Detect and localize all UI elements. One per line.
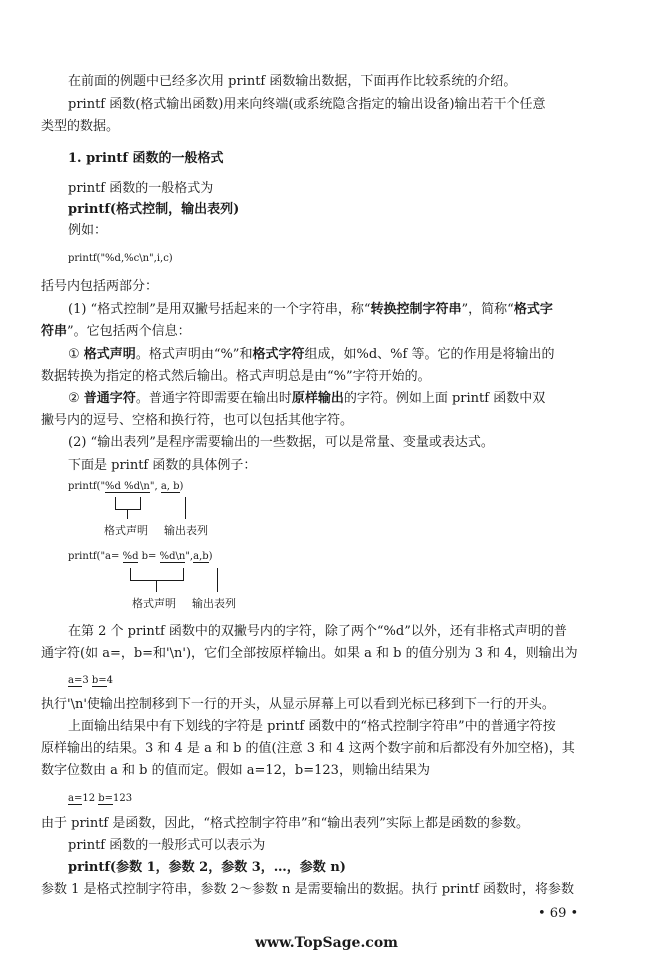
para-second-printf-2: 通字符(如 a=，b=和'\n')，它们全部按原样输出。如果 a 和 b 的值分别为 3 和 4，则输出为 <box>41 646 578 661</box>
diagram-2-code: printf("a= %d b= %d\n",a,b) <box>68 551 213 562</box>
diagram-2-stem-output <box>217 568 218 592</box>
format-syntax: printf(格式控制，输出表列) <box>68 202 240 217</box>
para-ordinary-chars-2: 撇号内的逗号、空格和换行符，也可以包括其他字符。 <box>41 413 354 428</box>
diagram-1-code: printf("%d %d\n", a, b) <box>68 481 184 492</box>
para-general-format: printf 函数的一般格式为 <box>68 181 214 196</box>
para-ordinary-chars-1: ② 普通字符。普通字符即需要在输出时原样输出的字符。例如上面 printf 函数中双 <box>68 391 546 406</box>
diagram-2-label-output: 输出表列 <box>192 597 236 610</box>
para-format-decl-2: 数据转换为指定的格式然后输出。格式声明总是由“%”字符开始的。 <box>41 369 431 384</box>
para-format-control-2: 符串”。它包括两个信息： <box>41 324 191 339</box>
para-param-desc: 参数 1 是格式控制字符串，参数 2～参数 n 是需要输出的数据。执行 printf 函数时，将参数 <box>41 882 574 897</box>
para-format-decl-1: ① 格式声明。格式声明由“%”和格式字符组成，如%d、%f 等。它的作用是将输出的 <box>68 347 555 362</box>
output-example-2: a=12 b=123 <box>68 793 133 804</box>
page-number: • 69 • <box>538 906 579 921</box>
example-label: 例如： <box>68 223 108 238</box>
output-example-1: a=3 b=4 <box>68 675 114 686</box>
section-heading: 1. printf 函数的一般格式 <box>68 151 224 166</box>
diagram-1-label-output: 输出表列 <box>164 524 208 537</box>
general-form-syntax: printf(参数 1，参数 2，参数 3，…，参数 n) <box>68 860 346 875</box>
footer-url: www.TopSage.com <box>255 935 398 951</box>
para-format-control-1: (1) “格式控制”是用双撇号括起来的一个字符串，称“转换控制字符串”，简称“格式字 <box>68 302 553 317</box>
para-underline-1: 上面输出结果中有下划线的字符是 printf 函数中的“格式控制字符串”中的普通字符按 <box>68 719 556 734</box>
diagram-1-label-format: 格式声明 <box>104 524 148 537</box>
diagram-2-label-format: 格式声明 <box>132 597 176 610</box>
para-output-list: (2) “输出表列”是程序需要输出的一些数据，可以是常量、变量或表达式。 <box>68 435 494 450</box>
para-two-parts: 括号内包括两部分： <box>41 279 159 294</box>
para-examples-intro: 下面是 printf 函数的具体例子： <box>68 458 257 473</box>
diagram-1-stem-format <box>127 509 128 519</box>
para-underline-3: 数字位数由 a 和 b 的值而定。假如 a=12，b=123，则输出结果为 <box>41 763 430 778</box>
para-printf-desc-1: printf 函数(格式输出函数)用来向终端(或系统隐含指定的输出设备)输出若干个任意 <box>68 97 546 112</box>
para-parameters: 由于 printf 是函数，因此，“格式控制字符串”和“输出表列”实际上都是函数的参数。 <box>41 816 529 831</box>
diagram-1-stem-output <box>185 497 186 519</box>
para-intro: 在前面的例题中已经多次用 printf 函数输出数据，下面再作比较系统的介绍。 <box>68 74 517 89</box>
para-printf-desc-2: 类型的数据。 <box>41 119 120 134</box>
para-underline-2: 原样输出的结果。3 和 4 是 a 和 b 的值(注意 3 和 4 这两个数字前和后都没有外加空格)，其 <box>41 741 575 756</box>
code-example: printf("%d,%c\n",i,c) <box>68 253 173 264</box>
diagram-2-stem-format <box>156 580 157 592</box>
para-second-printf-1: 在第 2 个 printf 函数中的双撇号内的字符，除了两个“%d”以外，还有非格式声明的普 <box>68 624 567 639</box>
diagram-1-bracket-format <box>115 497 141 510</box>
para-general-form: printf 函数的一般形式可以表示为 <box>68 838 266 853</box>
diagram-2-bracket-format <box>130 568 184 581</box>
para-newline: 执行'\n'使输出控制移到下一行的开头，从显示屏幕上可以看到光标已移到下一行的开头。 <box>41 697 555 712</box>
